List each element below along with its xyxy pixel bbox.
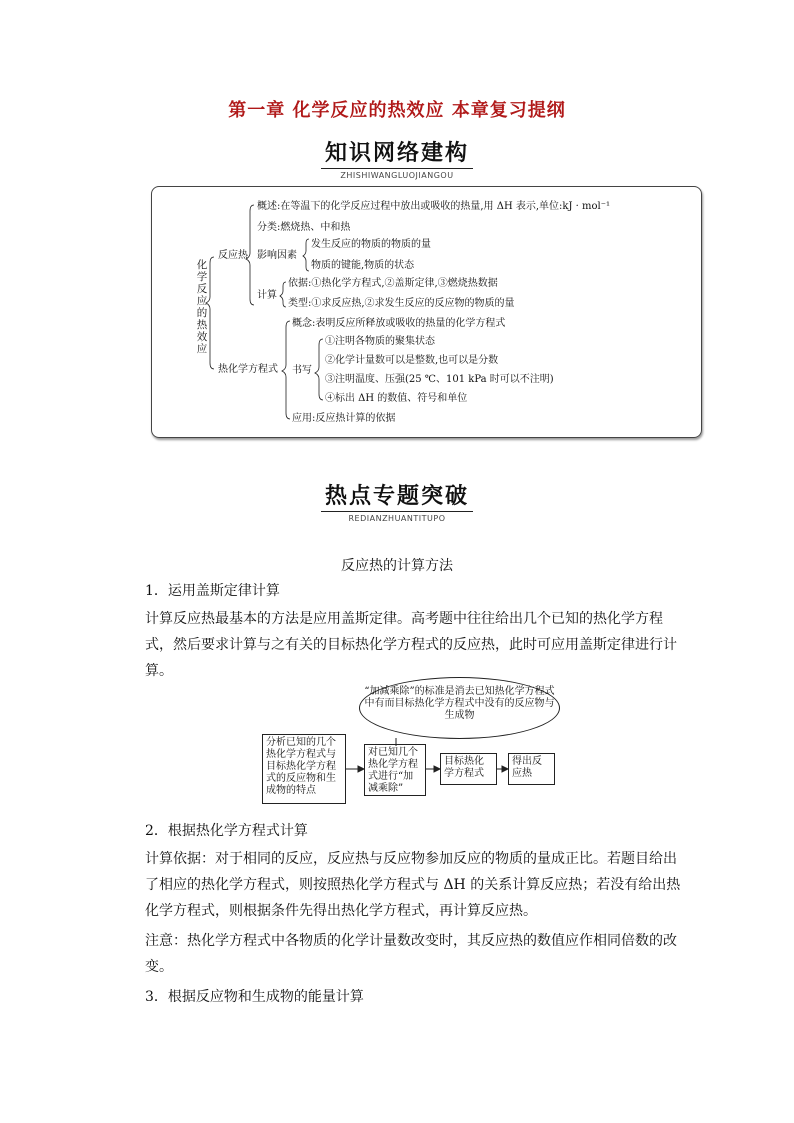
flow-box-target: 目标热化学方程式	[440, 753, 497, 785]
map-te-writing: 书写	[292, 365, 312, 376]
section-subtitle: REDIANZHUANTITUPO	[348, 514, 446, 523]
map-writing-2: ②化学计量数可以是整数,也可以是分数	[325, 355, 499, 366]
knowledge-map	[151, 186, 702, 438]
map-rh-factors: 影响因素	[257, 250, 297, 261]
flow-box-combine: 对已知几个热化学方程式进行“加减乘除”	[364, 744, 426, 796]
map-te-apply: 应用:反应热计算的依据	[292, 413, 396, 424]
map-calc-types: 类型:①求反应热,②求发生反应的反应物的物质的量	[288, 298, 515, 309]
section-title: 热点专题突破	[321, 479, 473, 512]
section-subtitle: ZHISHIWANGLUOJIANGOU	[340, 171, 454, 180]
heading-3: 3．根据反应物和生成物的能量计算	[145, 989, 364, 1005]
paragraph-note: 注意：热化学方程式中各物质的化学计量数改变时，其反应热的数值应作相同倍数的改变。	[145, 933, 677, 975]
map-factor-1: 发生反应的物质的物质的量	[311, 239, 431, 250]
flow-box-analyze: 分析已知的几个热化学方程式与目标热化学方程式的反应物和生成物的特点	[262, 734, 346, 804]
map-te-concept: 概念:表明反应所释放或吸收的热量的化学方程式	[292, 318, 506, 329]
map-rh-calc: 计算	[257, 290, 277, 301]
map-thermo-eq: 热化学方程式	[218, 364, 278, 375]
map-writing-1: ①注明各物质的聚集状态	[325, 336, 435, 347]
heading-2: 2．根据热化学方程式计算	[145, 823, 308, 839]
map-writing-4: ④标出 ΔH 的数值、符号和单位	[325, 393, 468, 404]
map-rh-classify: 分类:燃烧热、中和热	[257, 222, 351, 233]
map-calc-basis: 依据:①热化学方程式,②盖斯定律,③燃烧热数据	[288, 278, 498, 289]
flow-box-result: 得出反应热	[508, 753, 555, 785]
map-writing-3: ③注明温度、压强(25 ℃、101 kPa 时可以不注明)	[325, 374, 554, 385]
heading-1: 1．运用盖斯定律计算	[145, 583, 280, 599]
document-title: 第一章 化学反应的热效应 本章复习提纲	[228, 100, 566, 121]
map-root: 化学反应的热效应	[196, 259, 208, 355]
topic-title: 反应热的计算方法	[341, 558, 453, 574]
section-heading-knowledge-network	[0, 136, 794, 180]
section-title: 知识网络建构	[321, 136, 473, 169]
flow-note-bubble: “加减乘除”的标准是消去已知热化学方程式中有而目标热化学方程式中没有的反应物与生成物	[359, 677, 560, 739]
map-factor-2: 物质的键能,物质的状态	[311, 260, 415, 271]
map-reaction-heat: 反应热	[218, 250, 248, 261]
section-heading-hot-topics	[0, 479, 794, 523]
paragraph-1: 计算反应热最基本的方法是应用盖斯定律。高考题中往往给出几个已知的热化学方程式，然后要求计算与之有关的目标热化学方程式的反应热，此时可应用盖斯定律进行计算。	[145, 611, 677, 679]
map-rh-concept: 概述:在等温下的化学反应过程中放出或吸收的热量,用 ΔH 表示,单位:kJ · mol⁻¹	[257, 201, 610, 212]
paragraph-2: 计算依据：对于相同的反应，反应热与反应物参加反应的物质的量成正比。若题目给出了相应的热化学方程式，则按照热化学方程式与 ΔH 的关系计算反应热；若没有给出热化学方程式，则根据条件先得出热化学方程式，再计算反应热。	[145, 851, 681, 919]
